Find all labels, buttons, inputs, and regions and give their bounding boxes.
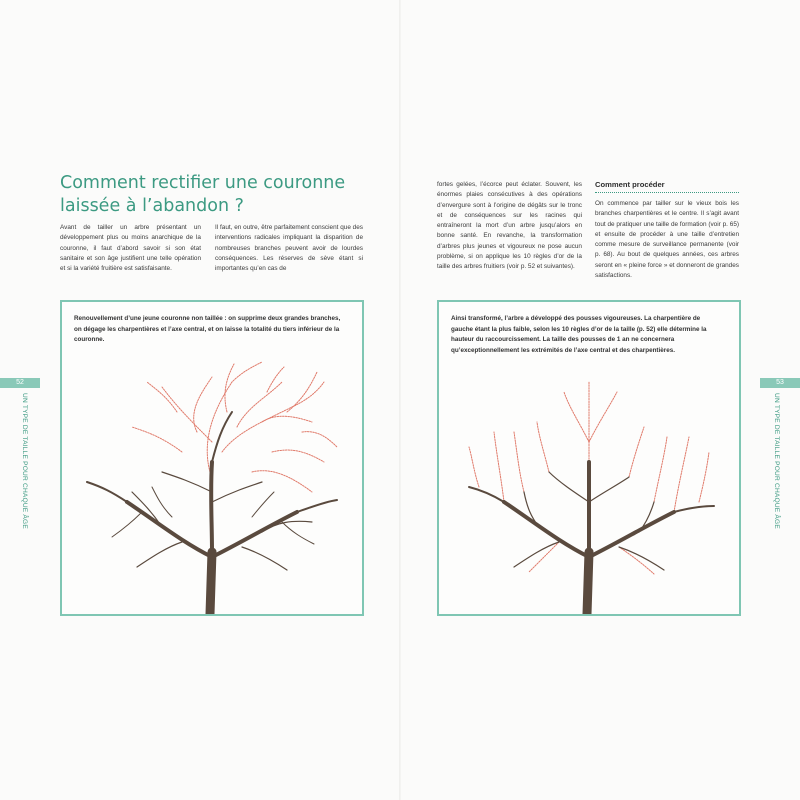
main-branches bbox=[469, 462, 714, 614]
figure-caption-left: Renouvellement d’une jeune couronne non taillée : on supprime deux grandes branches, on dégage les charpentières et l’axe central, et on laisse la totalité du tiers inférieur de la couronne. bbox=[74, 315, 341, 344]
figure-caption-right: Ainsi transformé, l’arbre a développé des pousses vigoureuses. La charpentière de gauche étant la plus faible, selon les 10 règles d’or de la taille (p. 52) elle détermine la hauteur du raccourcissement. La taille des pousses de 1 an ne concernera qu’exceptionnellement les extrémités de l’axe central et des charpentières. bbox=[451, 315, 707, 354]
warning-paragraph: Il faut, en outre, être parfaitement conscient que des interventions radicales impliquant la disparition de nombreuses branches peuvent avoir de lourdes conséquences. Les réserves de sève étant si importantes qu’en cas de bbox=[215, 224, 363, 273]
page-number-left: 52 bbox=[0, 378, 40, 388]
book-gutter bbox=[399, 0, 401, 800]
side-chapter-label-left: UN TYPE DE TAILLE POUR CHAQUE ÂGE bbox=[21, 393, 28, 529]
figure-transformed-tree bbox=[437, 300, 741, 616]
section-heading: Comment procéder bbox=[595, 180, 739, 193]
side-chapter-label-right: UN TYPE DE TAILLE POUR CHAQUE ÂGE bbox=[773, 393, 780, 529]
tree-illustration-left bbox=[62, 352, 362, 614]
procedure-paragraph: On commence par tailler sur le vieux bois les branches charpentières et le centre. Il s’agit avant tout de pratiquer une taille de formation (voir p. 65) et ensuite de procéder à une taille d’entretien comme mesure de surveillance permanente (voir p. 68). Au bout de quelques années, ces arbres seront en « pleine force » et donneront de grandes satisfactions. bbox=[595, 200, 739, 280]
page-title: Comment rectifier une couronne laissée à l’abandon ? bbox=[60, 173, 346, 216]
continued-paragraph: fortes gelées, l’écorce peut éclater. Souvent, les énormes plaies consécutives à des opérations d’envergure sont à l’origine de dégâts sur le tronc et de conséquences sur les racines qui entraîneront la mort d’un arbre jusqu’alors en bonne santé. En revanche, la transformation d’arbres plus jeunes et vigoureux ne pose aucun problème, si on applique les 10 règles d’or de la taille des arbres fruitiers (voir p. 52 et suivantes). bbox=[437, 181, 582, 271]
intro-paragraph: Avant de tailler un arbre présentant un développement plus ou moins anarchique de la couronne, il faut d’abord savoir si son état sanitaire et son âge justifient une telle opération et si la variété fruitière est satisfaisante. bbox=[60, 224, 201, 273]
page-number-right: 53 bbox=[760, 378, 800, 388]
tree-illustration-right bbox=[439, 352, 739, 614]
figure-young-crown bbox=[60, 300, 364, 616]
